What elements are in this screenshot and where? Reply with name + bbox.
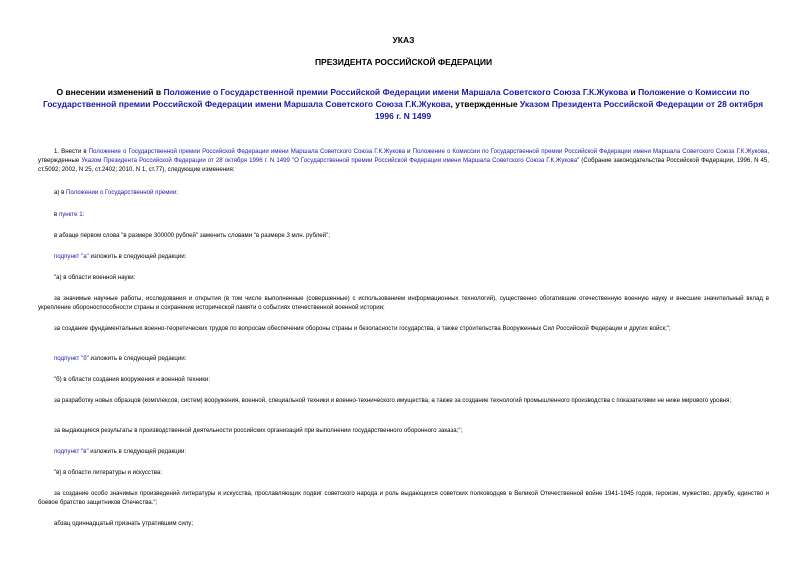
- p1-link-decree-1499[interactable]: Указом Президента Российской Федерации от 28 октября 1996 г. N 1499 "О Государственной премии Российской Федерации имени Маршала Советского Союза Г.К.Жукова": [81, 157, 580, 164]
- paragraph-9: [38, 354, 769, 363]
- paragraph-15: за создание особо значимых произведений литературы и искусства, прославляющих подвиг советского народа и роль выдающихся советских полководцев в Великой Отечественной войне 1941-1945 годов, героизм, мужество, дружбу, единство и боевое братство защитников Отечества.";: [38, 490, 769, 506]
- p5-text-c: изложить в следующей редакции:: [88, 253, 187, 260]
- heading-text-2: и: [628, 87, 639, 97]
- p2-text-a: а) в: [54, 189, 67, 196]
- p13-link-subpoint-v[interactable]: подпункт "в": [54, 448, 89, 455]
- p3-text-c: :: [82, 211, 85, 218]
- document-subtitle: ПРЕЗИДЕНТА РОССИЙСКОЙ ФЕДЕРАЦИИ: [314, 57, 493, 67]
- p1-link-premium-regulation[interactable]: Положение о Государственной премии Российской Федерации имени Маршала Советского Союза Г.К.Жукова: [88, 148, 406, 155]
- p2-text-c: :: [176, 189, 178, 196]
- document-heading: [38, 86, 768, 122]
- p1-text-g: (Собрание законодательства Российской Федерации, 1996, N 45, ст.5092; 2002, N 25, ст.2402; 2010, N 1, ст.77), следующие изменения:: [38, 157, 769, 173]
- p2-link-premium-regulation[interactable]: Положении о Государственной премии: [66, 189, 177, 196]
- paragraph-5: [38, 252, 769, 261]
- p3-text-a: в: [54, 211, 59, 218]
- p3-link-point-1[interactable]: пункте 1: [58, 211, 83, 218]
- paragraph-12: за выдающиеся результаты в производственной деятельности российских организаций при выполнении государственного оборонного заказа;";: [54, 427, 463, 434]
- p1-text-e: , утвержденные: [38, 148, 770, 164]
- p1-text-c: и: [405, 148, 413, 155]
- link-premium-regulation[interactable]: Положение о Государственной премии Российской Федерации имени Маршала Советского Союза Г.К.Жукова: [163, 87, 629, 97]
- heading-text-1: О внесении изменений в: [56, 87, 164, 97]
- paragraph-4: в абзаце первом слова "в размере 300000 рублей" заменить словами "в размере 3 млн. рублей";: [54, 232, 330, 239]
- paragraph-2: [38, 188, 769, 197]
- p5-link-subpoint-a[interactable]: подпункт "а": [54, 253, 89, 260]
- paragraph-14: "в) в области литературы и искусства:: [54, 469, 162, 476]
- link-decree-1499[interactable]: Указом Президента Российской Федерации от 28 октября 1996 г. N 1499: [374, 99, 764, 121]
- paragraph-16: абзац одиннадцатый признать утратившим силу;: [54, 520, 194, 527]
- document-title: УКАЗ: [392, 35, 415, 45]
- paragraph-6: "а) в области военной науки:: [54, 274, 136, 281]
- heading-text-3: , утвержденные: [450, 99, 520, 109]
- p13-text-c: изложить в следующей редакции:: [88, 448, 187, 455]
- paragraph-8: за создание фундаментальных военно-теоретических трудов по вопросам обеспечения обороны страны и безопасности государства, а также строительства Вооруженных Сил Российской Федерации и других войск;";: [54, 325, 671, 332]
- paragraph-7: за значимые научные работы, исследования и открытия (в том числе выполненные (совершенные) с использованием информационных технологий), существенно обогатившие отечественную военную науку и внесшие значительный вклад в укрепление обороноспособности страны и сохранение исторической памяти о событиях отечественной военной истории;: [38, 295, 769, 311]
- link-commission-regulation[interactable]: Положение о Комиссии по Государственной премии Российской Федерации имени Маршала Советского Союза Г.К.Жукова: [42, 87, 750, 109]
- p9-link-subpoint-b[interactable]: подпункт "б": [54, 355, 89, 362]
- p9-text-c: изложить в следующей редакции:: [88, 355, 187, 362]
- paragraph-10: "б) в области создания вооружения и военной техники:: [54, 376, 211, 383]
- p1-link-commission-regulation[interactable]: Положение о Комиссии по Государственной премии Российской Федерации имени Маршала Советского Союза Г.К.Жукова: [412, 148, 768, 155]
- paragraph-11: за разработку новых образцов (комплексов, систем) вооружения, военной, специальной техники и военно-технического имущества, а также за создание технологий промышленного производства с показателями не ниже мирового уровня;: [54, 397, 732, 404]
- paragraph-3: [38, 210, 769, 219]
- paragraph-1: [38, 147, 769, 174]
- paragraph-13: [38, 447, 769, 456]
- p1-text-a: 1. Внести в: [54, 148, 89, 155]
